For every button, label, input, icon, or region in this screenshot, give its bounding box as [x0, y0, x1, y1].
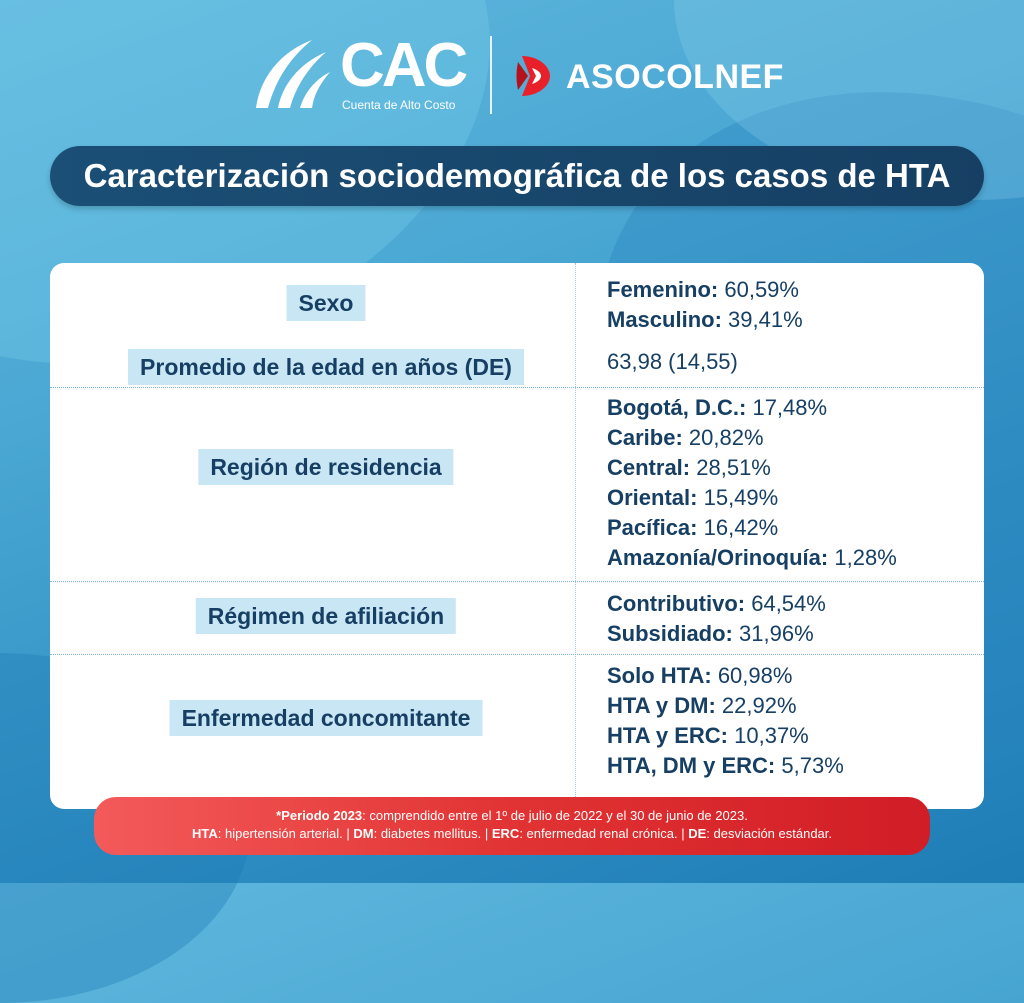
- row-divider: [50, 387, 984, 388]
- asocolnef-kidney-icon: [516, 54, 552, 98]
- row-values-edad: [607, 347, 738, 377]
- value-line: Femenino: 60,59%: [607, 277, 799, 302]
- title-banner: [50, 146, 984, 206]
- data-table: [50, 263, 984, 809]
- row-label-regimen: Régimen de afiliación: [196, 598, 456, 634]
- value-line: HTA y DM: 22,92%: [607, 693, 797, 718]
- column-divider: [575, 263, 576, 809]
- value-line: HTA y ERC: 10,37%: [607, 723, 809, 748]
- footnote-period: *Periodo 2023: comprendido entre el 1º de julio de 2022 y el 30 de junio de 2023.: [276, 808, 748, 823]
- page-title: Caracterización sociodemográfica de los casos de HTA: [83, 157, 951, 194]
- footnote-banner: [94, 797, 930, 855]
- row-label-edad: Promedio de la edad en años (DE): [128, 349, 524, 385]
- value-line: Central: 28,51%: [607, 455, 771, 480]
- cac-logo-text: CAC: [340, 31, 466, 100]
- value-line: Subsidiado: 31,96%: [607, 621, 814, 646]
- value-line: Pacífica: 16,42%: [607, 515, 779, 540]
- header-logos: [0, 30, 1024, 120]
- row-label-sexo: Sexo: [287, 285, 366, 321]
- row-values-sexo: [607, 275, 803, 335]
- logo-divider: [490, 36, 492, 114]
- value-line: 63,98 (14,55): [607, 349, 738, 374]
- row-values-regimen: [607, 589, 826, 649]
- footnote-abbreviations: HTA: hipertensión arterial. | DM: diabetes mellitus. | ERC: enfermedad renal crónica. | DE: desviación estándar.: [191, 826, 833, 841]
- value-line: Bogotá, D.C.: 17,48%: [607, 395, 828, 420]
- value-line: Oriental: 15,49%: [607, 485, 779, 510]
- cac-swoosh-icon: [250, 38, 332, 110]
- row-values-region: [607, 393, 897, 573]
- cac-logo-subtitle: Cuenta de Alto Costo: [342, 98, 456, 112]
- value-line: Solo HTA: 60,98%: [607, 663, 793, 688]
- row-divider: [50, 654, 984, 655]
- value-line: HTA, DM y ERC: 5,73%: [607, 753, 844, 778]
- value-line: Caribe: 20,82%: [607, 425, 764, 450]
- value-line: Contributivo: 64,54%: [607, 591, 826, 616]
- asocolnef-logo-text: ASOCOLNEF: [566, 58, 784, 96]
- row-divider: [50, 581, 984, 582]
- row-values-enfermedad: [607, 661, 844, 781]
- row-label-region: Región de residencia: [198, 449, 453, 485]
- row-label-enfermedad: Enfermedad concomitante: [170, 700, 483, 736]
- value-line: Masculino: 39,41%: [607, 307, 803, 332]
- value-line: Amazonía/Orinoquía: 1,28%: [607, 545, 897, 570]
